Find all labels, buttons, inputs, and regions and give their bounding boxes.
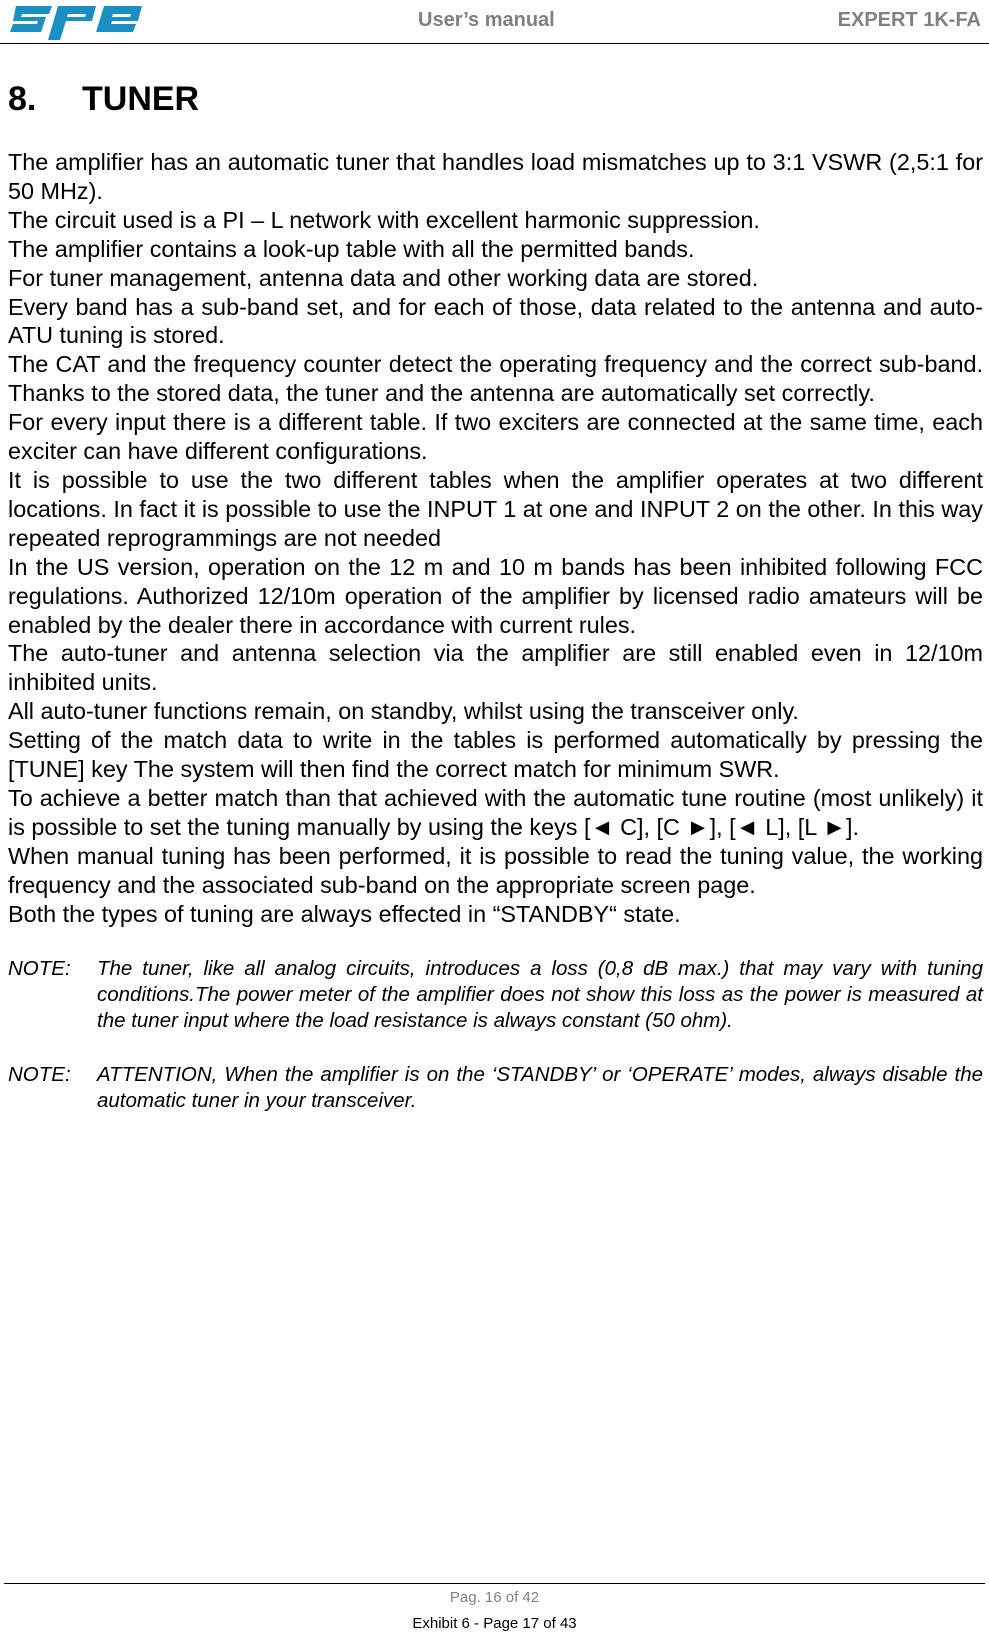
note-attention [8, 1062, 983, 1114]
section-number: 8. [8, 80, 37, 118]
paragraph: In the US version, operation on the 12 m and 10 m bands has been inhibited following FCC regulations. Authorized 12/10m operation of the amplifier by licensed radio amateurs will be enabled by the dealer there in accordance with current rules. [8, 553, 983, 638]
paragraph: The circuit used is a PI – L network with excellent harmonic suppression. [8, 206, 760, 233]
paragraph: When manual tuning has been performed, it is possible to read the tuning value, the working frequency and the associated sub-band on the appropriate screen page. [8, 842, 983, 898]
spe-logo [8, 2, 144, 42]
page-header [0, 0, 989, 44]
exhibit-label: Exhibit 6 - Page 17 of 43 [412, 1615, 577, 1632]
header-manual-label: User’s manual [418, 9, 555, 31]
paragraph: All auto-tuner functions remain, on standby, whilst using the transceiver only. [8, 698, 799, 725]
paragraph: Both the types of tuning are always effected in “STANDBY“ state. [8, 900, 681, 927]
paragraph: Setting of the match data to write in the tables is performed automatically by pressing the [TUNE] key The system will then find the correct match for minimum SWR. [8, 727, 983, 783]
footer-divider [4, 1583, 985, 1584]
note-text: The tuner, like all analog circuits, introduces a loss (0,8 dB max.) that may vary with tuning conditions.The power meter of the amplifier does not show this loss as the power is measured at the tuner input where the load resistance is always constant (50 ohm). [97, 957, 983, 1033]
note-label: NOTE: [8, 1063, 71, 1087]
body-content [8, 148, 983, 1114]
paragraph: Every band has a sub-band set, and for each of those, data related to the antenna and auto-ATU tuning is stored. [8, 293, 983, 349]
section-title: TUNER [82, 80, 200, 118]
paragraph: To achieve a better match than that achieved with the automatic tune routine (most unlikely) it is possible to set the tuning manually by using the keys [◄ C], [C ►], [◄ L], [L ►]. [8, 784, 983, 840]
note-text: ATTENTION, When the amplifier is on the ‘STANDBY’ or ‘OPERATE’ modes, always disable the automatic tuner in your transceiver. [97, 1063, 983, 1113]
note-label: NOTE: [8, 957, 71, 981]
note-tuner-loss [8, 956, 983, 1034]
paragraph: For every input there is a different table. If two exciters are connected at the same time, each exciter can have different configurations. [8, 409, 983, 465]
paragraph: The amplifier contains a look-up table with all the permitted bands. [8, 235, 695, 262]
paragraph: It is possible to use the two different tables when the amplifier operates at two different locations. In fact it is possible to use the INPUT 1 at one and INPUT 2 on the other. In this way repeated reprogrammings are not needed [8, 466, 983, 551]
paragraph: The CAT and the frequency counter detect the operating frequency and the correct sub-band. Thanks to the stored data, the tuner and the antenna are automatically set correctly. [8, 351, 983, 407]
page-number: Pag. 16 of 42 [449, 1589, 540, 1606]
header-model-label: EXPERT 1K-FA [837, 9, 981, 31]
paragraph: For tuner management, antenna data and other working data are stored. [8, 264, 759, 291]
paragraph: The amplifier has an automatic tuner that handles load mismatches up to 3:1 VSWR (2,5:1 for 50 MHz). [8, 149, 983, 204]
section-heading [8, 80, 199, 119]
paragraph: The auto-tuner and antenna selection via the amplifier are still enabled even in 12/10m inhibited units. [8, 640, 983, 696]
